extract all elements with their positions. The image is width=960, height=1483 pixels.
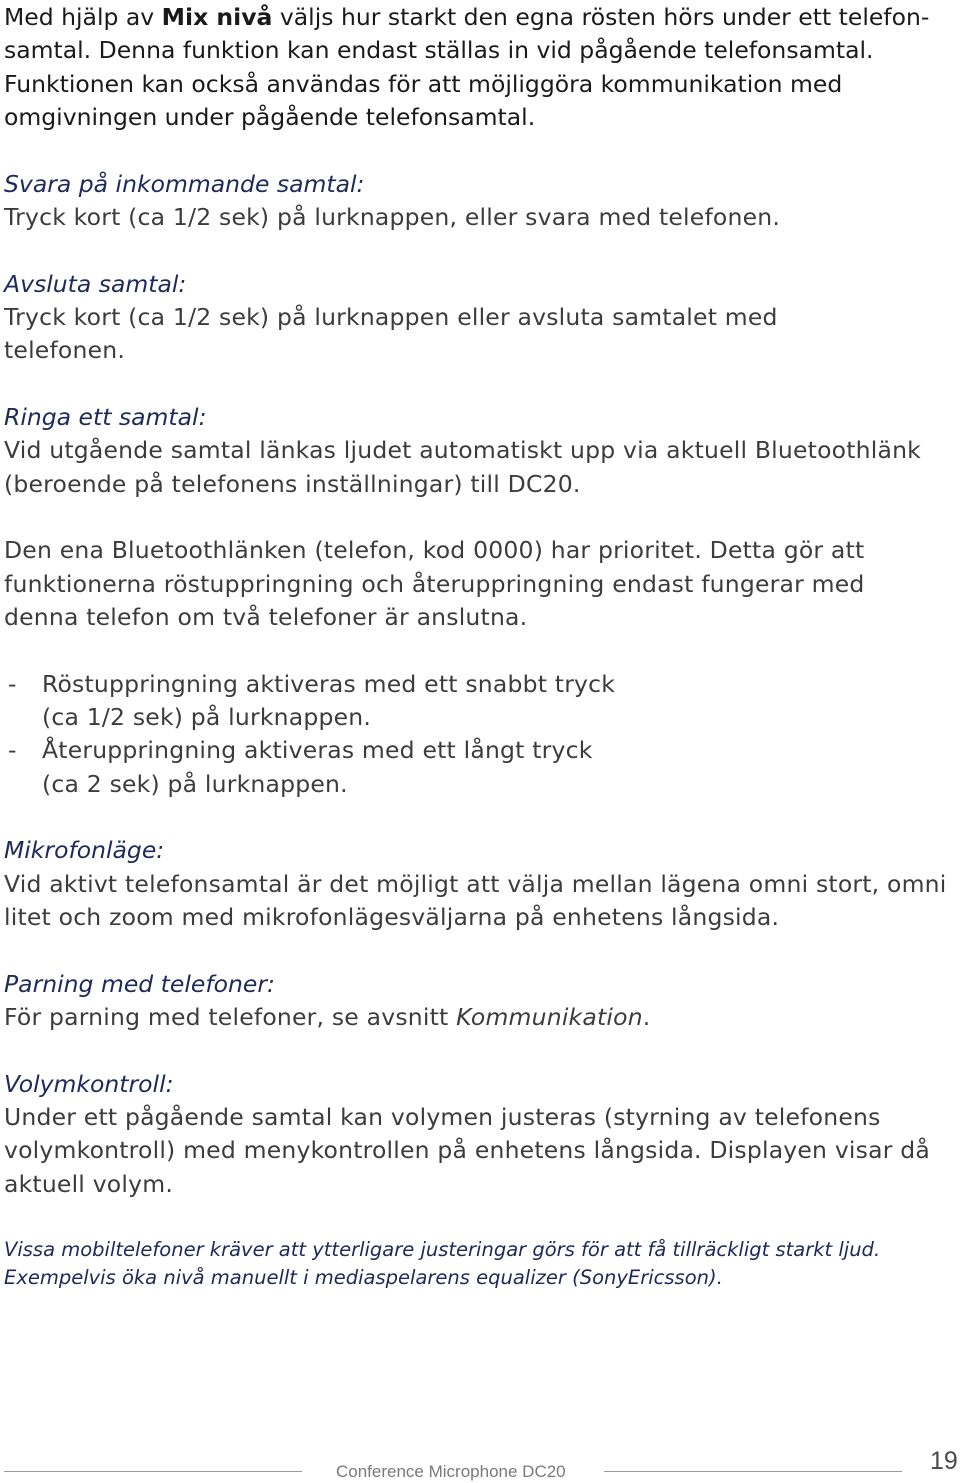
bullet-dash: - [8,670,17,698]
pairing-heading: Parning med telefoner: [4,970,275,998]
intro-prefix: Med hjälp av [4,3,162,31]
footer-rule-right [604,1471,902,1472]
pairing-suffix: . [642,1003,651,1031]
volume-text-3: aktuell volym. [4,1170,173,1198]
note-line-1: Vissa mobiltelefoner kräver att ytterligare justeringar görs för att få tillräckligt starkt ljud. [4,1238,881,1261]
intro-line-3: Funktionen kan också användas för att möjliggöra kommunikation med [4,70,843,98]
end-call-text-1: Tryck kort (ca 1/2 sek) på lurknappen eller avsluta samtalet med [4,303,778,331]
volume-text-2: volymkontroll) med menykontrollen på enhetens långsida. Displayen visar då [4,1136,930,1164]
pairing-text [4,1001,650,1034]
end-call-heading: Avsluta samtal: [4,270,187,298]
intro-line-1 [4,1,929,34]
priority-text-3: denna telefon om två telefoner är anslutna. [4,603,528,631]
intro-line-2: samtal. Denna funktion kan endast ställas in vid pågående telefonsamtal. [4,36,874,64]
intro-line-4: omgivningen under pågående telefonsamtal. [4,103,536,131]
mic-mode-heading: Mikrofonläge: [4,836,165,864]
answer-call-text: Tryck kort (ca 1/2 sek) på lurknappen, eller svara med telefonen. [4,203,781,231]
priority-text-2: funktionerna röstuppringning och återuppringning endast fungerar med [4,570,865,598]
answer-call-heading: Svara på inkommande samtal: [4,170,365,198]
volume-heading: Volymkontroll: [4,1070,174,1098]
end-call-text-2: telefonen. [4,336,126,364]
bullet-dash: - [8,736,17,764]
voice-dial-text-2: (ca 1/2 sek) på lurknappen. [42,703,372,731]
pairing-prefix: För parning med telefoner, se avsnitt [4,1003,457,1031]
mic-mode-text-1: Vid aktivt telefonsamtal är det möjligt att välja mellan lägena omni stort, omni [4,870,947,898]
volume-text-1: Under ett pågående samtal kan volymen justeras (styrning av telefonens [4,1103,881,1131]
footer-title: Conference Microphone DC20 [336,1462,566,1481]
place-call-heading: Ringa ett samtal: [4,403,207,431]
mic-mode-text-2: litet och zoom med mikrofonlägesväljarna på enhetens långsida. [4,903,780,931]
communication-section-ref: Kommunikation [456,1003,643,1031]
note-line-2: Exempelvis öka nivå manuellt i mediaspelarens equalizer (SonyEricsson). [4,1266,723,1289]
priority-text-1: Den ena Bluetoothlänken (telefon, kod 0000) har prioritet. Detta gör att [4,536,865,564]
footer-rule-left [4,1471,302,1472]
mix-level-term: Mix nivå [161,3,273,31]
redial-text-1: Återuppringning aktiveras med ett långt tryck [42,736,593,764]
place-call-text-2: (beroende på telefonens inställningar) till DC20. [4,470,581,498]
redial-text-2: (ca 2 sek) på lurknappen. [42,770,348,798]
intro-suffix: väljs hur starkt den egna rösten hörs under ett telefon- [272,3,930,31]
place-call-text-1: Vid utgående samtal länkas ljudet automatiskt upp via aktuell Bluetoothlänk [4,436,921,464]
page-number: 19 [930,1447,958,1475]
voice-dial-text-1: Röstuppringning aktiveras med ett snabbt tryck [42,670,616,698]
